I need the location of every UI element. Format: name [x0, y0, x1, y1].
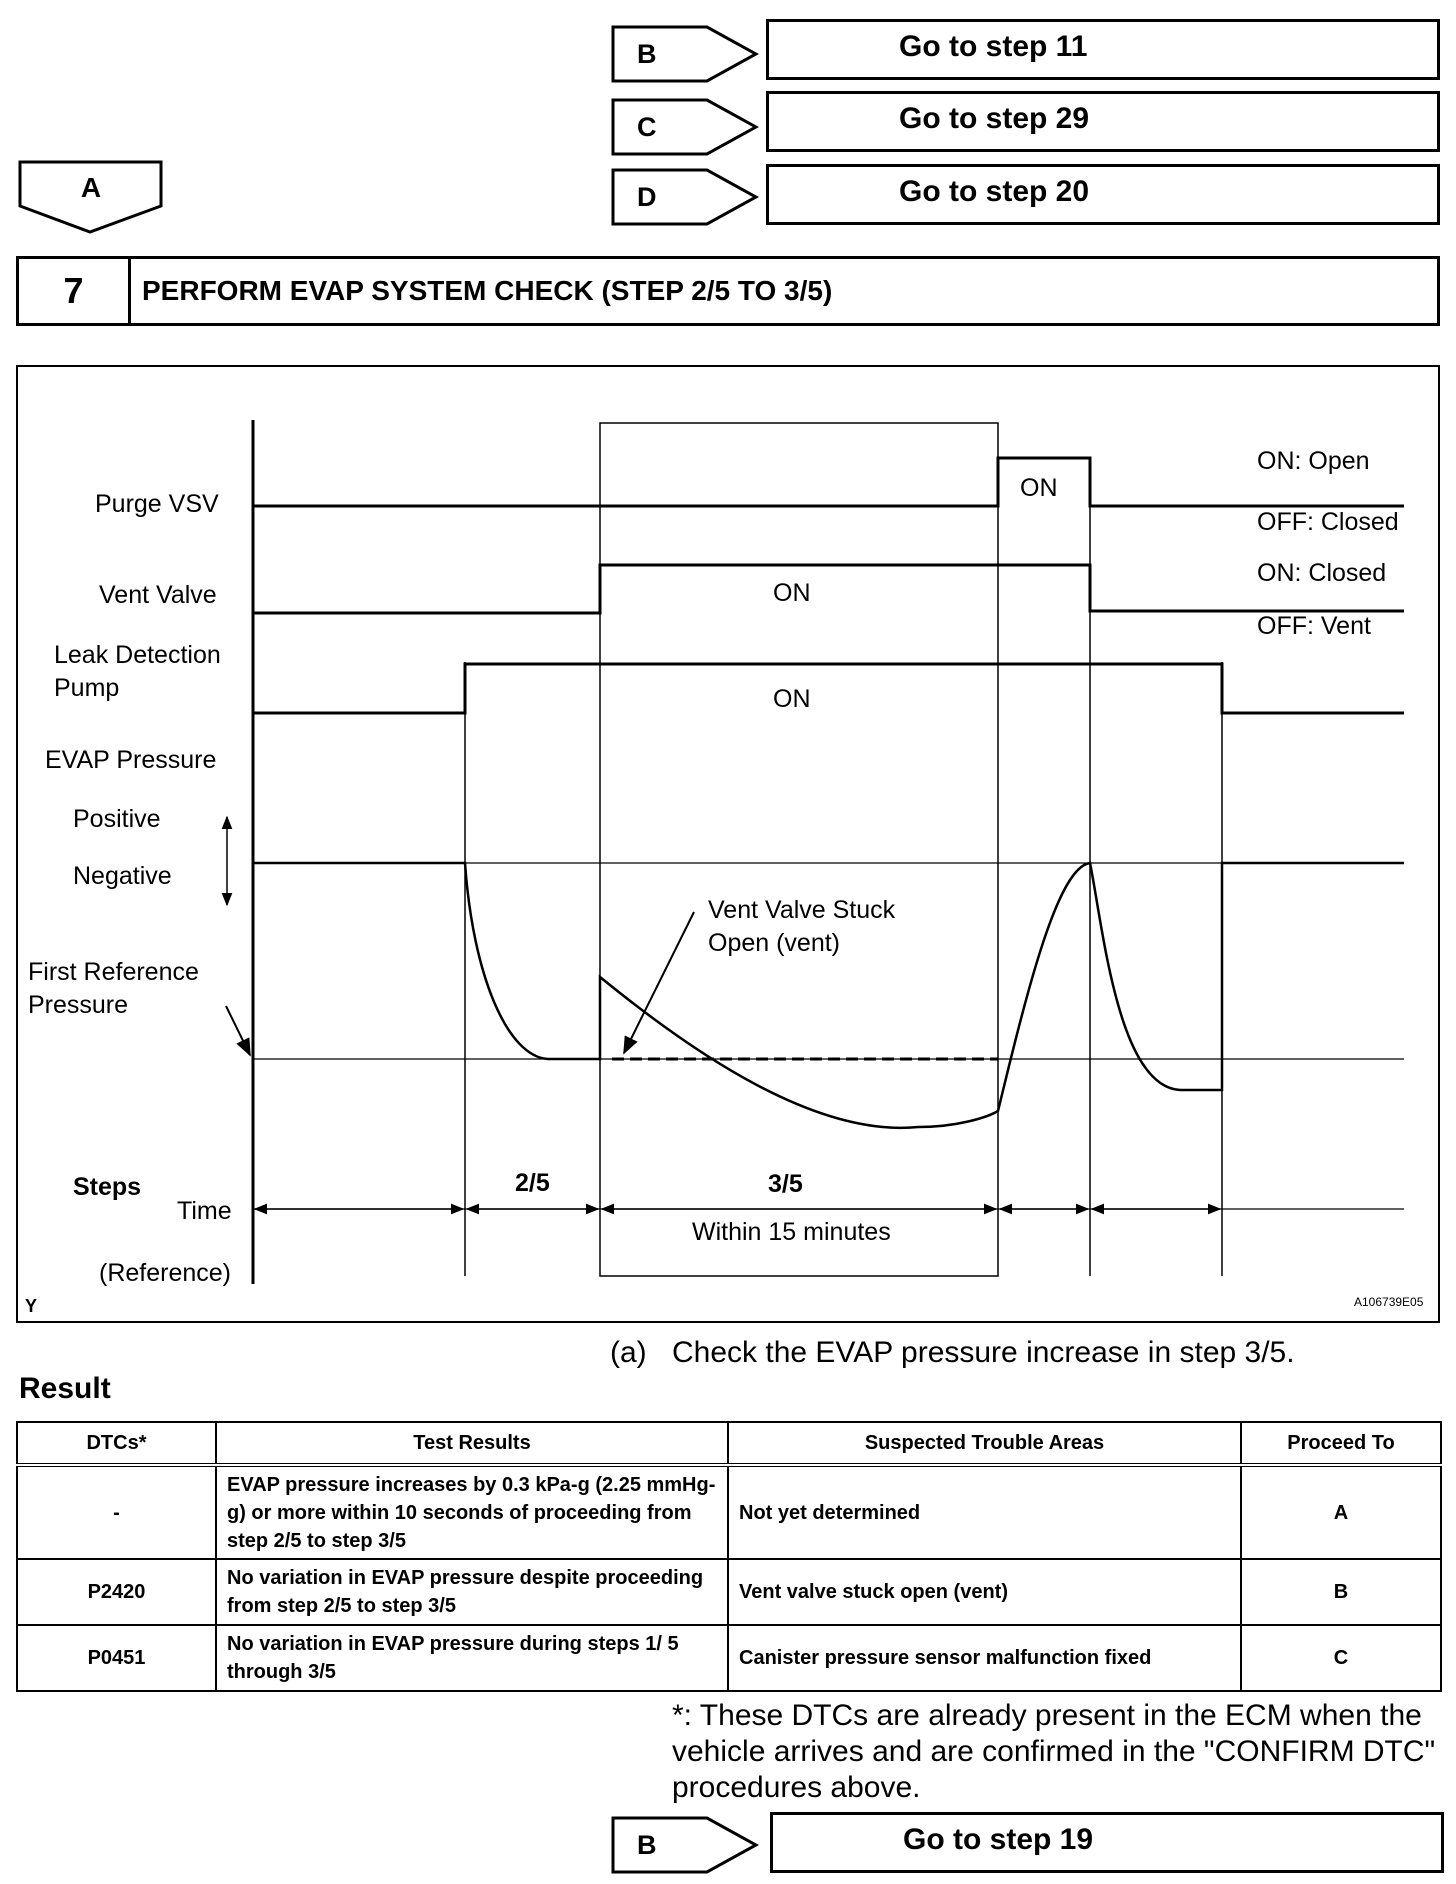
trouble-area-cell: Not yet determined	[728, 1465, 1241, 1559]
goto-step-11-box[interactable]	[766, 19, 1440, 80]
table-header-row	[17, 1422, 1441, 1465]
branch-arrow-shape	[611, 98, 759, 156]
result-heading: Result	[19, 1372, 111, 1405]
proceed-cell: C	[1241, 1625, 1441, 1691]
label-reference: (Reference)	[99, 1259, 231, 1287]
on-label-purge: ON	[1020, 474, 1058, 502]
goto-text: Go to step 20	[899, 175, 1090, 208]
label-purge-vsv: Purge VSV	[95, 490, 219, 518]
goto-text: Go to step 11	[899, 30, 1088, 63]
label-evap-pressure: EVAP Pressure	[45, 746, 217, 774]
column-header: Test Results	[216, 1422, 728, 1465]
dtc-cell: -	[17, 1465, 216, 1559]
branch-arrow-shape	[611, 1816, 759, 1874]
table-row	[17, 1625, 1441, 1691]
goto-step-19-box[interactable]	[770, 1812, 1444, 1873]
label-pump: Pump	[54, 674, 120, 702]
step-instruction	[610, 1336, 1295, 1370]
test-result-cell: No variation in EVAP pressure despite proceeding from step 2/5 to step 3/5	[216, 1559, 728, 1625]
test-result-cell: No variation in EVAP pressure during steps 1/ 5 through 3/5	[216, 1625, 728, 1691]
branch-b-bottom-tag	[611, 1816, 759, 1874]
column-header: Proceed To	[1241, 1422, 1441, 1465]
step-label-3-5: 3/5	[768, 1170, 803, 1198]
goto-step-29-box[interactable]	[766, 91, 1440, 152]
column-header: Suspected Trouble Areas	[728, 1422, 1241, 1465]
branch-label: B	[637, 1829, 657, 1860]
step-title: PERFORM EVAP SYSTEM CHECK (STEP 2/5 TO 3/5)	[142, 275, 833, 306]
branch-label: B	[637, 38, 657, 69]
legend-vent-on: ON: Closed	[1257, 559, 1387, 587]
leak-pump-signal	[253, 664, 1404, 713]
test-result-cell: EVAP pressure increases by 0.3 kPa-g (2.25 mmHg-g) or more within 10 seconds of proceeding from step 2/5 to step 3/5	[216, 1465, 728, 1559]
duration-note: Within 15 minutes	[692, 1218, 891, 1246]
label-pressure: Pressure	[28, 991, 129, 1019]
corner-mark: Y	[25, 1296, 38, 1316]
goto-text: Go to step 29	[899, 102, 1090, 135]
table-row	[17, 1465, 1441, 1559]
branch-label: D	[637, 181, 657, 212]
dtc-cell: P0451	[17, 1625, 216, 1691]
step-label-2-5: 2/5	[515, 1169, 550, 1197]
figure-id: A106739E05	[1354, 1295, 1424, 1309]
purge-vsv-signal	[253, 458, 1404, 506]
on-label-vent: ON	[773, 579, 811, 607]
label-vent-valve: Vent Valve	[99, 581, 217, 609]
continue-label: A	[80, 172, 102, 203]
step-number: 7	[19, 259, 131, 323]
branch-label: C	[637, 111, 657, 142]
branch-b-tag	[611, 25, 759, 83]
label-steps: Steps	[73, 1173, 142, 1201]
trouble-area-cell: Vent valve stuck open (vent)	[728, 1559, 1241, 1625]
label-time: Time	[177, 1197, 232, 1225]
timing-chart	[18, 367, 1442, 1325]
goto-step-20-box[interactable]	[766, 164, 1440, 225]
label-first-reference: First Reference	[28, 958, 199, 986]
label-positive: Positive	[73, 805, 161, 833]
label-leak-detection: Leak Detection	[54, 641, 221, 669]
result-table	[16, 1421, 1442, 1692]
legend-purge-on: ON: Open	[1257, 447, 1370, 475]
branch-d-tag	[611, 168, 759, 226]
column-header: DTCs*	[17, 1422, 216, 1465]
step-header	[16, 256, 1440, 326]
annotation-stuck-open-2: Open (vent)	[708, 929, 841, 957]
label-negative: Negative	[73, 862, 172, 890]
annotation-stuck-open-1: Vent Valve Stuck	[708, 896, 896, 924]
first-reference-pointer	[226, 1006, 250, 1055]
step-3-5-box	[600, 423, 998, 1276]
branch-arrow-shape	[611, 168, 759, 226]
continue-a-tag	[18, 160, 164, 236]
stuck-open-pointer	[624, 912, 694, 1053]
branch-c-tag	[611, 98, 759, 156]
table-row	[17, 1559, 1441, 1625]
legend-purge-off: OFF: Closed	[1257, 508, 1399, 536]
on-label-pump: ON	[773, 685, 811, 713]
legend-vent-off: OFF: Vent	[1257, 612, 1371, 640]
vent-valve-signal	[253, 565, 1404, 613]
proceed-cell: B	[1241, 1559, 1441, 1625]
goto-text: Go to step 19	[903, 1823, 1094, 1856]
instruction-prefix: (a)	[610, 1336, 647, 1369]
instruction-text: Check the EVAP pressure increase in step 3/5.	[672, 1336, 1295, 1369]
trouble-area-cell: Canister pressure sensor malfunction fixed	[728, 1625, 1241, 1691]
proceed-cell: A	[1241, 1465, 1441, 1559]
dtc-cell: P2420	[17, 1559, 216, 1625]
dtc-footnote: *: These DTCs are already present in the ECM when the vehicle arrives and are confirmed in the "CONFIRM DTC" procedures above.	[672, 1699, 1436, 1804]
evap-timing-diagram	[16, 365, 1440, 1323]
branch-arrow-shape	[611, 25, 759, 83]
